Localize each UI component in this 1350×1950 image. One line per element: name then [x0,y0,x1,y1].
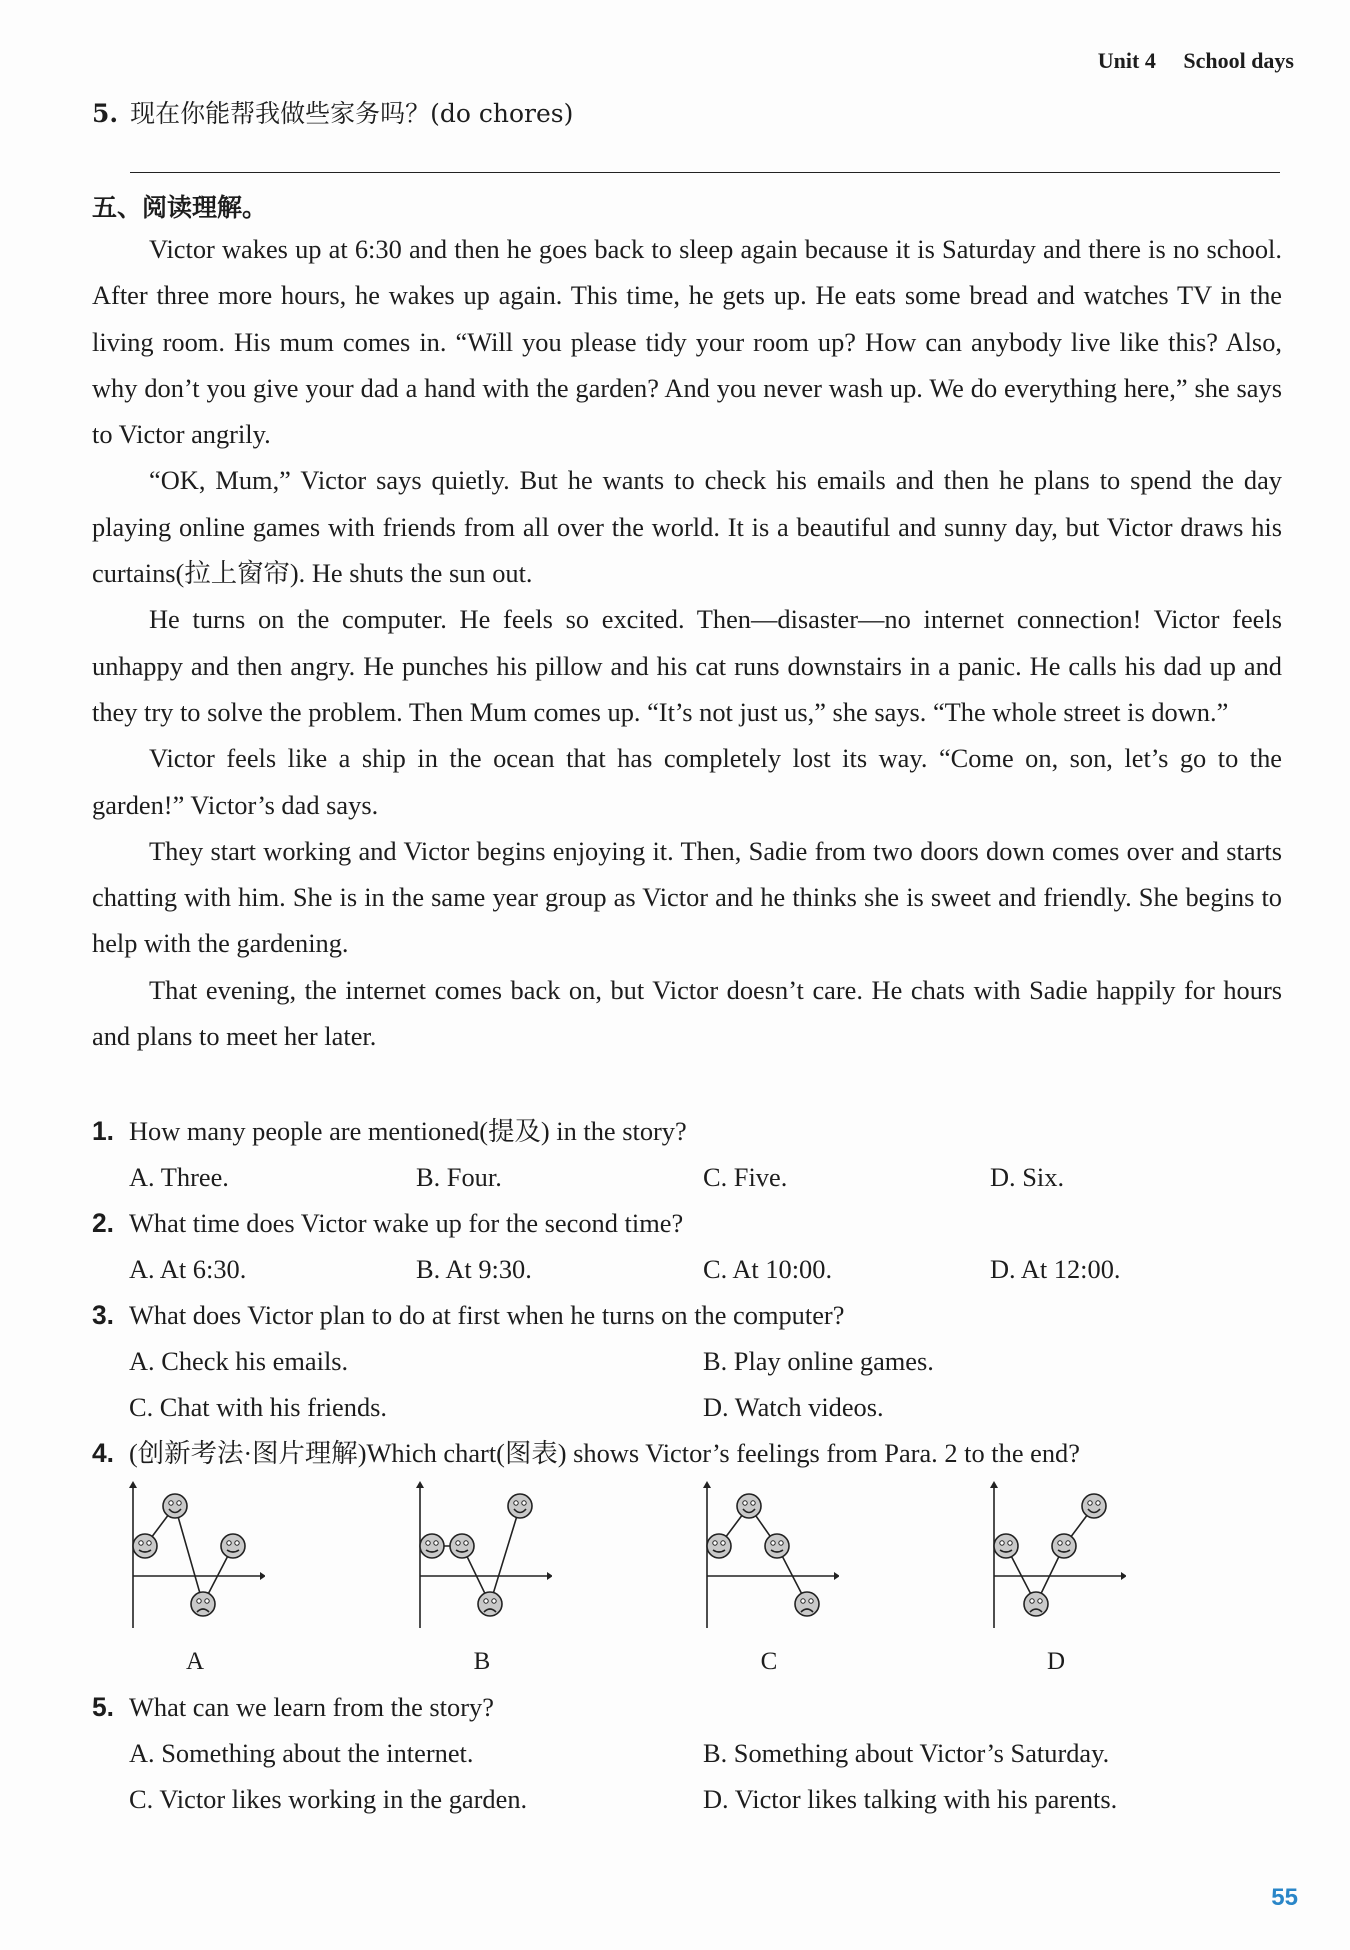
option-c[interactable]: C. Victor likes working in the garden. [129,1784,528,1814]
chart-option-a[interactable] [125,1478,265,1688]
mood-face-neutral-icon [707,1534,731,1558]
mood-face-sad-icon [478,1592,502,1616]
paragraph: He turns on the computer. He feels so excited. Then—disaster—no internet connection! Victor feels unhappy and then angry. He punches his pillow and his cat runs downstairs in a panic. He calls his dad up and they try to solve the problem. Then Mum comes up. “It’s not just us,” she says. “The whole street is down.” [92,604,1282,727]
mood-face-happy-icon [737,1494,761,1518]
chart-a-graph [125,1478,265,1648]
mood-face-happy-icon [163,1494,187,1518]
option-c[interactable]: C. Chat with his friends. [129,1392,388,1422]
question-5-options-row1 [92,1730,1282,1776]
y-axis-arrow [129,1481,137,1488]
question-number: 5. [92,99,119,128]
option-c[interactable]: C. Five. [703,1162,788,1192]
chart-d-graph [986,1478,1126,1648]
question-1: 1. How many people are mentioned(提及) in the story? [92,1116,687,1146]
chart-label: D [1046,1648,1066,1675]
translation-question-5 [92,94,573,130]
paragraph: Victor wakes up at 6:30 and then he goes back to sleep again because it is Saturday and there is no school. After three more hours, he wakes up again. This time, he gets up. He eats some bread and watches TV in the living room. His mum comes in. “Will you please tidy your room up? How can anybody live like this? Also, why don’t you give your dad a hand with the garden? And you never wash up. We do everything here,” she says to Victor angrily. [92,234,1282,450]
mood-face-neutral-icon [420,1534,444,1558]
question-5-block [92,1684,1282,1822]
question-5: 5. What can we learn from the story? [92,1692,494,1722]
paragraph: They start working and Victor begins enjoying it. Then, Sadie from two doors down comes over and starts chatting with him. She is in the same year group as Victor and he thinks she is sweet and friendly. She begins to help with the gardening. [92,835,1282,959]
feeling-charts [125,1478,1175,1688]
mood-face-sad-icon [1024,1592,1048,1616]
chart-label: A [185,1648,205,1675]
chart-option-c[interactable] [699,1478,839,1688]
question-4: 4. (创新考法·图片理解)Which chart(图表) shows Victor’s feelings from Para. 2 to the end? [92,1438,1080,1468]
x-axis-arrow [547,1572,552,1580]
mood-face-happy-icon [1082,1494,1106,1518]
option-d[interactable]: D. Six. [990,1162,1065,1192]
question-3: 3. What does Victor plan to do at first when he turns on the computer? [92,1300,845,1330]
question-2-options [92,1246,1282,1292]
option-b[interactable]: B. At 9:30. [416,1254,532,1284]
chart-option-b[interactable] [412,1478,552,1688]
option-b[interactable]: B. Four. [416,1162,502,1192]
mood-face-neutral-icon [221,1534,245,1558]
question-1-3-block [92,1108,1282,1476]
option-d[interactable]: D. At 12:00. [990,1254,1121,1284]
paragraph: “OK, Mum,” Victor says quietly. But he wants to check his emails and then he plans to spend the day playing online games with friends from all over the world. It is a beautiful and sunny day, but Victor draws his curtains(拉上窗帘). He shuts the sun out. [92,465,1282,589]
option-b[interactable]: B. Something about Victor’s Saturday. [703,1738,1110,1768]
chart-b-graph [412,1478,552,1648]
page-number: 55 [1271,1884,1298,1911]
question-3-options-row1 [92,1338,1282,1384]
mood-face-neutral-icon [133,1534,157,1558]
mood-face-sad-icon [191,1592,215,1616]
unit-label: Unit 4 [1097,48,1156,73]
y-axis-arrow [990,1481,998,1488]
unit-title: School days [1183,48,1294,73]
mood-trend-line [432,1506,520,1604]
y-axis-arrow [703,1481,711,1488]
x-axis-arrow [834,1572,839,1580]
mood-face-happy-icon [508,1494,532,1518]
mood-trend-line [1006,1506,1094,1604]
mood-face-neutral-icon [450,1534,474,1558]
reading-passage [92,226,1282,1059]
paragraph: That evening, the internet comes back on, but Victor doesn’t care. He chats with Sadie happily for hours and plans to meet her later. [92,974,1282,1052]
option-d[interactable]: D. Watch videos. [703,1392,884,1422]
option-b[interactable]: B. Play online games. [703,1346,934,1376]
chart-option-d[interactable] [986,1478,1126,1688]
answer-line[interactable] [130,172,1280,173]
mood-face-neutral-icon [765,1534,789,1558]
option-c[interactable]: C. At 10:00. [703,1254,833,1284]
chart-c-graph [699,1478,839,1648]
paragraph: Victor feels like a ship in the ocean that has completely lost its way. “Come on, son, let’s go to the garden!” Victor’s dad says. [92,743,1282,820]
question-5-options-row2 [92,1776,1282,1822]
question-text: 现在你能帮我做些家务吗？(do chores) [130,99,574,128]
option-a[interactable]: A. At 6:30. [129,1254,247,1284]
y-axis-arrow [416,1481,424,1488]
x-axis-arrow [1121,1572,1126,1580]
mood-trend-line [719,1506,807,1604]
question-3-options-row2 [92,1384,1282,1430]
option-a[interactable]: A. Something about the internet. [129,1738,474,1768]
mood-trend-line [145,1506,233,1604]
page-header [1098,48,1294,74]
option-a[interactable]: A. Three. [129,1162,229,1192]
mood-face-neutral-icon [994,1534,1018,1558]
section-title: 五、阅读理解。 [92,193,268,222]
option-a[interactable]: A. Check his emails. [129,1346,349,1376]
mood-face-sad-icon [795,1592,819,1616]
option-d[interactable]: D. Victor likes talking with his parents. [703,1784,1118,1814]
chart-label: B [473,1648,491,1675]
chart-label: C [760,1648,778,1675]
x-axis-arrow [260,1572,265,1580]
question-2: 2. What time does Victor wake up for the second time? [92,1208,684,1238]
mood-face-neutral-icon [1052,1534,1076,1558]
question-1-options [92,1154,1282,1200]
